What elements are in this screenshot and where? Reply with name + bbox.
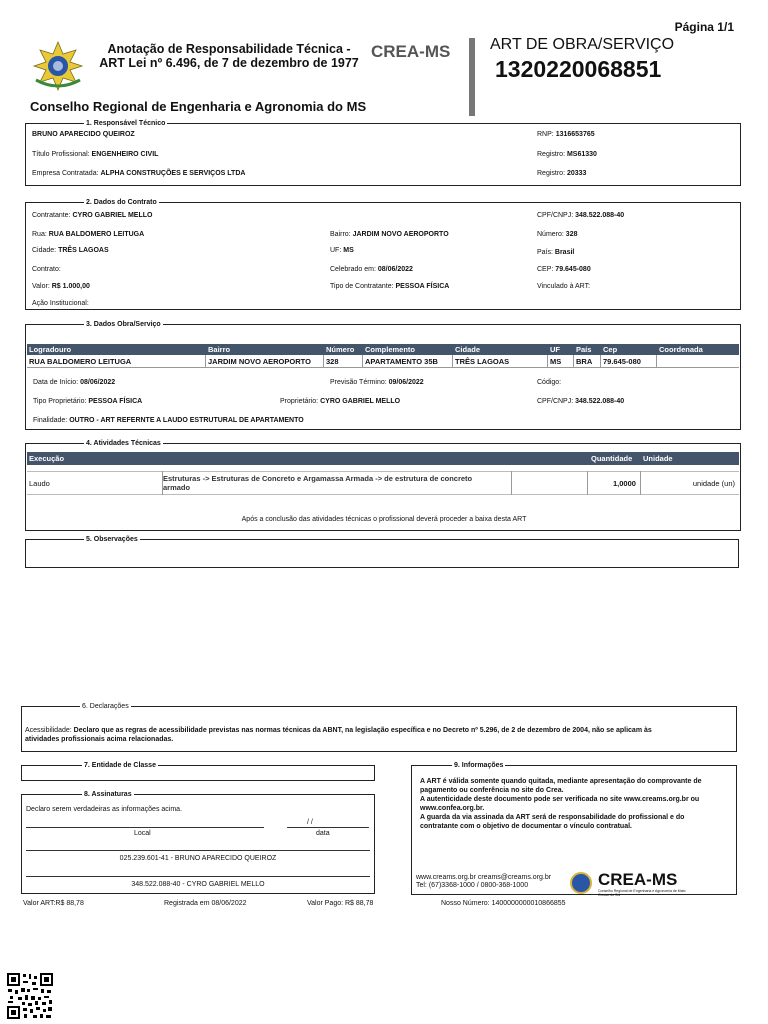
- obra-table-row: [27, 355, 739, 368]
- qr-code-graphic: [6, 972, 54, 1020]
- local-label: Local: [134, 830, 151, 837]
- coat-of-arms-logo: [30, 40, 86, 92]
- signature-line-2: [26, 876, 370, 877]
- section-declaracoes: [21, 703, 737, 752]
- rua: [32, 230, 144, 239]
- tipo-contratante-value: PESSOA FÍSICA: [395, 283, 450, 290]
- valor-label: Valor:: [32, 283, 50, 290]
- row-divider: [362, 355, 363, 368]
- row-divider: [656, 355, 657, 368]
- council-name: Conselho Regional de Engenharia e Agronomia do MS: [30, 99, 367, 114]
- atividade-description: [163, 474, 472, 492]
- row-divider: [162, 471, 163, 495]
- proprietario-label: Proprietário:: [280, 398, 319, 405]
- finalidade-label: Finalidade:: [33, 417, 68, 424]
- proprietario: [280, 397, 400, 406]
- atividade-row: [27, 471, 739, 495]
- row-divider: [587, 471, 588, 495]
- row-divider: [573, 355, 574, 368]
- crea-seal-icon: [570, 872, 592, 894]
- data-inicio: [33, 378, 115, 387]
- section-informacoes: [411, 762, 737, 897]
- row-divider: [600, 355, 601, 368]
- contact-phone: Tel: (67)3368-1000 / 0800-368-1000: [416, 882, 529, 889]
- row-divider: [511, 471, 512, 495]
- tipo-proprietario: [33, 397, 142, 406]
- registro-value: MS61330: [566, 151, 597, 158]
- tipo-proprietario-value: PESSOA FÍSICA: [88, 398, 143, 405]
- art-type: ART DE OBRA/SERVIÇO: [490, 36, 675, 53]
- registro-empresa-value: 20333: [566, 170, 587, 177]
- col-pais: País: [576, 345, 592, 354]
- atividade-laudo: Laudo: [29, 479, 50, 488]
- info-line: www.confea.org.br.: [420, 805, 485, 812]
- data-inicio-value: 08/06/2022: [80, 379, 116, 386]
- valor-value: R$ 1.000,00: [51, 283, 90, 290]
- codigo-label: Código:: [537, 379, 562, 386]
- previsao-termino: [330, 378, 424, 387]
- row-divider: [323, 355, 324, 368]
- professional-title: [32, 150, 158, 159]
- header-divider: [469, 38, 475, 116]
- section-7-legend: 7. Entidade de Classe: [84, 762, 156, 769]
- rnp-value: 1316653765: [555, 131, 595, 138]
- tipo-contratante-label: Tipo de Contratante:: [330, 283, 394, 290]
- cep: [537, 265, 591, 274]
- atividade-desc-line-1: Estruturas -> Estruturas de Concreto e Argamassa Armada -> de estrutura de concreto: [163, 474, 473, 483]
- cell-uf: MS: [550, 357, 562, 366]
- contact-web-email: www.creams.org.br creams@creams.org.br: [416, 874, 552, 881]
- valor: [32, 282, 90, 291]
- cidade-label: Cidade:: [32, 247, 57, 254]
- row-divider: [640, 471, 641, 495]
- celebrado-value: 08/06/2022: [377, 266, 413, 273]
- col-quantidade: Quantidade: [591, 454, 633, 463]
- cell-cidade: TRÊS LAGOAS: [455, 357, 510, 366]
- registro-empresa: [537, 169, 586, 178]
- row-divider: [205, 355, 206, 368]
- info-line: contratante com o objetivo de documentar o vínculo contratual.: [420, 823, 632, 830]
- col-complemento: Complemento: [365, 345, 416, 354]
- declaro-text: Declaro serem verdadeiras as informações acima.: [26, 806, 183, 813]
- pais-value: Brasil: [554, 249, 575, 256]
- cell-complemento: APARTAMENTO 35B: [365, 357, 438, 366]
- cpf-cnpj: [537, 211, 624, 220]
- signature-technician: 025.239.601-41 - BRUNO APARECIDO QUEIROZ: [119, 855, 277, 862]
- professional-title-label: Título Profissional:: [32, 151, 90, 158]
- cep-label: CEP:: [537, 266, 554, 273]
- bairro-label: Bairro:: [330, 231, 351, 238]
- tipo-contratante: [330, 282, 449, 291]
- col-uf: UF: [550, 345, 560, 354]
- contracted-company-label: Empresa Contratada:: [32, 170, 99, 177]
- valor-art: Valor ART:R$ 88,78: [23, 900, 84, 907]
- numero-label: Número:: [537, 231, 564, 238]
- pais: [537, 248, 574, 257]
- art-number: 1320220068851: [495, 56, 662, 82]
- section-6-legend: 6. Declarações: [82, 703, 129, 710]
- proprietario-value: CYRO GABRIEL MELLO: [320, 398, 401, 405]
- cep-value: 79.645-080: [555, 266, 591, 273]
- uf-label: UF:: [330, 247, 342, 254]
- previsao-label: Previsão Término:: [330, 379, 387, 386]
- numero-value: 328: [565, 231, 578, 238]
- cell-pais: BRA: [576, 357, 593, 366]
- registro-empresa-label: Registro:: [537, 170, 566, 177]
- cidade: [32, 246, 109, 255]
- atividades-header: [27, 452, 739, 465]
- col-cep: Cep: [603, 345, 618, 354]
- col-bairro: Bairro: [208, 345, 231, 354]
- celebrado-label: Celebrado em:: [330, 266, 376, 273]
- date-slashes: / /: [307, 819, 313, 826]
- tipo-proprietario-label: Tipo Proprietário:: [33, 398, 87, 405]
- bairro: [330, 230, 449, 239]
- declaracao-text: [25, 726, 652, 744]
- celebrado-em: [330, 265, 413, 274]
- col-coordenada: Coordenada: [659, 345, 703, 354]
- contracted-company-value: ALPHA CONSTRUÇÕES E SERVIÇOS LTDA: [100, 170, 246, 177]
- section-8-legend: 8. Assinaturas: [84, 791, 132, 798]
- registro-profissional: [537, 150, 597, 159]
- cidade-value: TRÊS LAGOAS: [58, 247, 109, 254]
- data-label: data: [316, 830, 330, 837]
- contratante-value: CYRO GABRIEL MELLO: [72, 212, 153, 219]
- document-title: [94, 42, 364, 70]
- cpf-proprietario: [537, 397, 624, 406]
- section-dados-obra: [25, 321, 741, 430]
- nosso-numero: Nosso Número: 1400000000010866855: [441, 900, 566, 907]
- atividades-note: Após a conclusão das atividades técnicas o profissional deverá proceder a baixa desta ART: [241, 516, 527, 523]
- cpf-value: 348.522.088-40: [575, 212, 625, 219]
- contrato-label: Contrato:: [32, 266, 61, 273]
- info-line: A guarda da via assinada da ART será de responsabilidade do profissional e do: [420, 814, 685, 821]
- numero: [537, 230, 577, 239]
- section-9-legend: 9. Informações: [454, 762, 504, 769]
- uf-value: MS: [343, 247, 354, 254]
- info-line: pagamento ou conferência no site do Crea.: [420, 787, 564, 794]
- rua-value: RUA BALDOMERO LEITUGA: [48, 231, 145, 238]
- cell-logradouro: RUA BALDOMERO LEITUGA: [29, 357, 132, 366]
- signature-line-1: [26, 850, 370, 851]
- cell-cep: 79.645-080: [603, 357, 641, 366]
- cell-numero: 328: [326, 357, 339, 366]
- rnp-label: RNP:: [537, 131, 554, 138]
- acessibilidade-label: Acessibilidade:: [25, 727, 72, 734]
- title-line-2: ART Lei nº 6.496, de 7 de dezembro de 1977: [99, 56, 359, 70]
- cpf-proprietario-label: CPF/CNPJ:: [537, 398, 574, 405]
- signature-contractor: 348.522.088-40 - CYRO GABRIEL MELLO: [131, 881, 265, 888]
- row-divider: [452, 355, 453, 368]
- section-4-legend: 4. Atividades Técnicas: [86, 440, 161, 447]
- atividade-quantidade: 1,0000: [613, 479, 636, 488]
- obra-table-header: [27, 344, 739, 355]
- col-numero: Número: [326, 345, 355, 354]
- row-divider: [547, 355, 548, 368]
- previsao-value: 09/06/2022: [388, 379, 424, 386]
- cell-bairro: JARDIM NOVO AEROPORTO: [208, 357, 311, 366]
- qr-code-icon: [6, 972, 54, 1020]
- technician-name: BRUNO APARECIDO QUEIROZ: [32, 131, 135, 138]
- pais-label: País:: [537, 249, 553, 256]
- registro-label: Registro:: [537, 151, 566, 158]
- uf: [330, 246, 354, 255]
- contracted-company: [32, 169, 245, 178]
- atividade-unidade: unidade (un): [692, 479, 735, 488]
- crea-ms-label: CREA-MS: [371, 42, 451, 61]
- acessibilidade-text: Declaro que as regras de acessibilidade previstas nas normas técnicas da ABNT, na legislação específica e no Decreto nº 5.296, de 2 de dezembro de 2004, não se aplicam às: [73, 727, 652, 734]
- section-dados-contrato: [25, 199, 741, 310]
- vinculado-label: Vinculado à ART:: [537, 283, 591, 290]
- section-observacoes: [25, 536, 739, 568]
- registrada-em: Registrada em 08/06/2022: [164, 900, 247, 907]
- bairro-value: JARDIM NOVO AEROPORTO: [352, 231, 449, 238]
- finalidade-value: OUTRO - ART REFERNTE A LAUDO ESTRUTURAL DE APARTAMENTO: [69, 417, 304, 424]
- cpf-label: CPF/CNPJ:: [537, 212, 574, 219]
- title-line-1: Anotação de Responsabilidade Técnica -: [107, 42, 351, 56]
- section-2-legend: 2. Dados do Contrato: [86, 199, 157, 206]
- info-line: A ART é válida somente quando quitada, mediante apresentação do comprovante de: [420, 778, 702, 785]
- date-line: [287, 827, 369, 828]
- col-unidade: Unidade: [643, 454, 673, 463]
- declaracao-line-2: atividades profissionais acima relacionadas.: [25, 736, 174, 743]
- page-number: Página 1/1: [674, 20, 734, 34]
- acao-institucional-label: Ação Institucional:: [32, 300, 89, 307]
- section-responsavel-tecnico: [25, 120, 741, 186]
- rnp: [537, 130, 595, 139]
- info-line: A autenticidade deste documento pode ser verificada no site www.creams.org.br ou: [420, 796, 700, 803]
- finalidade: [33, 416, 304, 425]
- data-inicio-label: Data de Início:: [33, 379, 79, 386]
- crea-ms-footer-logo: CREA-MS: [598, 870, 678, 889]
- crea-ms-footer-subtitle: Conselho Regional de Engenharia e Agronomia de Mato Grosso do Sul: [598, 889, 686, 897]
- section-entidade-classe: [21, 762, 375, 781]
- section-5-legend: 5. Observações: [86, 536, 138, 543]
- informacoes-text: [420, 777, 702, 831]
- valor-pago: Valor Pago: R$ 88,78: [307, 900, 374, 907]
- local-line: [26, 827, 264, 828]
- section-3-legend: 3. Dados Obra/Serviço: [86, 321, 161, 328]
- col-logradouro: Logradouro: [29, 345, 72, 354]
- rua-label: Rua:: [32, 231, 47, 238]
- declaracao-line-1: [25, 726, 652, 735]
- col-execucao: Execução: [29, 454, 65, 463]
- section-1-legend: 1. Responsável Técnico: [86, 120, 166, 127]
- col-cidade: Cidade: [455, 345, 481, 354]
- contratante: [32, 211, 152, 220]
- cpf-proprietario-value: 348.522.088-40: [575, 398, 625, 405]
- professional-title-value: ENGENHEIRO CIVIL: [91, 151, 159, 158]
- contratante-label: Contratante:: [32, 212, 71, 219]
- brazil-coat-of-arms-icon: [30, 40, 86, 92]
- section-assinaturas: [21, 791, 375, 894]
- atividade-desc-line-2: armado: [163, 483, 191, 492]
